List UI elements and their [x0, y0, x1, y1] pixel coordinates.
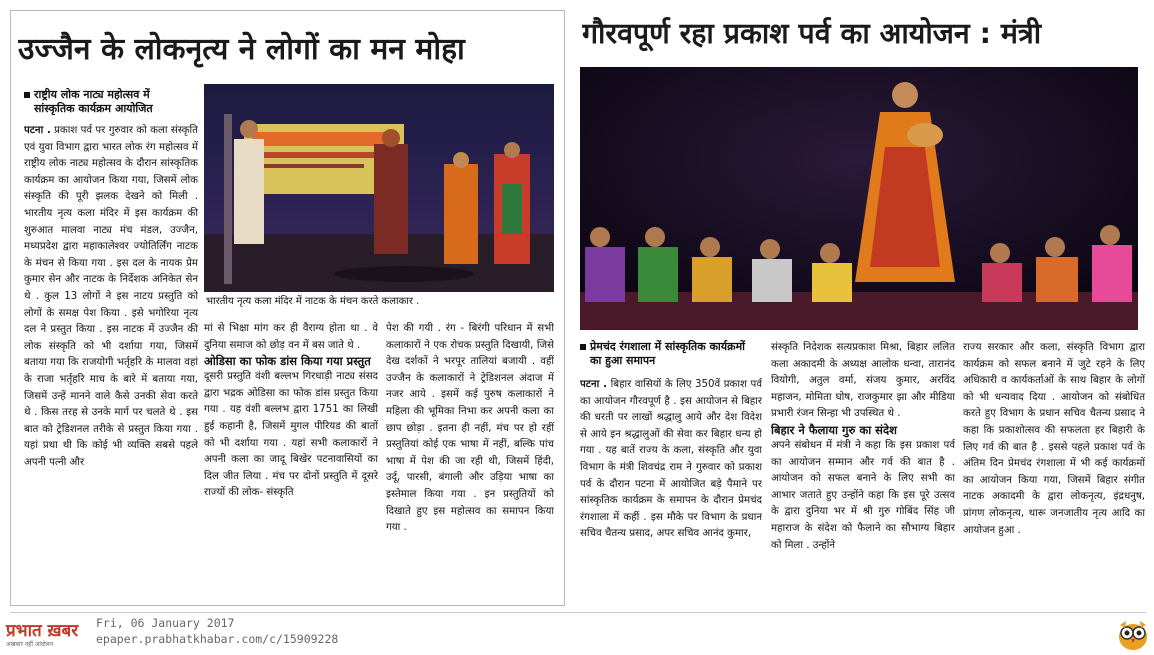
brand-logo-tagline: अखबार नहीं आंदोलन	[6, 641, 54, 648]
story-right-col2a-text: संस्कृति निदेशक सत्यप्रकाश मिश्रा, बिहार ललित कला अकादमी के अध्यक्ष आलोक धन्वा, तारानंद वियोगी, अतुल वर्मा, संजय कुमार, अरविंद महाजन, मोमिता घोष, राजकुमार झा और मीडिया प्रभारी रंजन सिन्हा भी उपस्थित थे .	[771, 342, 955, 420]
story-left-col2a-text: मां से भिक्षा मांग कर ही वैराग्य होता था . वे दुनिया समाज को छोड़ वन में बस जाते थे .	[204, 323, 378, 351]
story-right-column-2	[771, 340, 955, 606]
footer-divider	[10, 612, 1146, 613]
story-left-column-1	[24, 123, 198, 593]
kicker-bullet-icon	[24, 92, 30, 98]
story-right-col1-text: बिहार वासियों के लिए 350वें प्रकाश पर्व का आयोजन गौरवपूर्ण है . इस आयोजन से बिहार की धरती पर लाखों श्रद्धालु आये और देश विदेश से आये इन श्रद्धालुओं की सेवा कर बिहार धन्य हो गया . यह बातें राज्य के कला, संस्कृति और युवा विभाग के मंत्री शिवचंद्र राम ने गुरुवार को प्रकाश पर्व के दौरान पटना में आयोजित बड़े पैमाने पर सांस्कृतिक कार्यक्रम के समापन के दौरान प्रेमचंद रंगशाला में कहीं . इस मौके पर विभाग के प्रधान सचिव चैतन्य प्रसाद, अपर सचिव आनंद कुमार,	[580, 379, 762, 540]
story-left-subhead: ओडिसा का फोक डांस किया गया प्रस्तुत	[204, 354, 371, 369]
story-right-subhead: बिहार ने फैलाया गुरु का संदेश	[771, 422, 897, 437]
story-left-col3-text: पेश की गयी . रंग - बिरंगी परिधान में सभी कलाकारों ने एक रोचक प्रस्तुति दिखायी, जिसे देख दर्शकों ने भरपूर तालियां बजायी . वहीं उज्जैन के कलाकारों ने ट्रेडिशनल अंदाज में नजर आये . इसमें कई पुरुष कलाकारों ने महिला की भूमिका निभा कर अपनी कला का छाप छोड़ा . इतना ही नहीं, मंच पर हो रहीं प्रस्तुतियां कोई एक भाषा में नहीं, बल्कि पांच भाषा में पेश की जा रही थी, जिसमें हिंदी, उर्दू, पारसी, बंगाली और उड़िया भाषा का इस्तेमाल किया गया . इन प्रस्तुतियों को दिखाते हुए इस महोत्सव का समापन किया गया .	[386, 323, 554, 534]
story-right-headline: गौरवपूर्ण रहा प्रकाश पर्व का आयोजन : मंत्री	[582, 17, 1042, 50]
story-left-kicker-text: राष्ट्रीय लोक नाट्य महोत्सव में सांस्कृतिक कार्यक्रम आयोजित	[34, 88, 153, 115]
story-right-col3-text: राज्य सरकार और कला, संस्कृति विभाग द्वारा कार्यक्रम को सफल बनाने में जुटे रहने के लिए अधिकारी व कार्यकर्ताओं के साथ बिहार के लोगों को भी धन्यवाद दिया . आयोजन को संबोधित करते हुए विभाग के प्रधान सचिव चैतन्य प्रसाद ने कहा कि प्रकाशोत्सव की सफलता हर बिहारी के लिए गर्व की बात है . इससे पहले प्रकाश पर्व के अंतिम दिन प्रेमचंद रंगशाला में भी कई कार्यक्रमों का आयोजन किया गया, जिसमें बिहार संगीत नाटक अकादमी के द्वारा लोकनृत्य, इंद्रधनुष, प्रांगण लोकनृत्य, थारू जनजातीय नृत्य आदि का आयोजन हुआ .	[963, 342, 1145, 536]
story-right-col2b-text: अपने संबोधन में मंत्री ने कहा कि इस प्रकाश पर्व का आयोजन सम्मान और गर्व की बात है . आयोजन को सफल बनाने के लिए सभी का आभार जताते हुए उन्होंने कहा कि इस पूरे उत्सव के द्वारा दुनिया भर में श्री गुरु गोबिंद सिंह जी महाराज के संदेश को फैलाने का सौभाग्य बिहार को मिला . उन्होंने	[771, 439, 955, 551]
brand-logo	[6, 622, 94, 650]
stage-drama-photo	[204, 84, 554, 292]
story-left-dateline: पटना .	[24, 125, 51, 136]
story-right-photo	[580, 67, 1138, 330]
dance-performance-photo	[580, 67, 1138, 330]
epaper-url[interactable]: epaper.prabhatkhabar.com/c/15909228	[96, 632, 339, 646]
story-right-kicker	[580, 340, 760, 372]
story-left-col1-text: प्रकाश पर्व पर गुरुवार को कला संस्कृति एवं युवा विभाग द्वारा भारत लोक रंग महोत्सव में राष्ट्रीय लोक नाट्य महोत्सव के दौरान सांस्कृतिक कार्यक्रम का आयोजन किया गया, जिसमें लोक संस्कृति की पूरी झलक देखने को मिली . भारतीय नृत्य कला मंदिर में इस कार्यक्रम की शुरुआत मालवा नाट्य मंच मंडल, उज्जैन, मध्यप्रदेश द्वारा महाकालेश्वर ज्योतिर्लिंग नाटक के मंचन से किया गया . इस दल के नायक प्रेम कुमार सेन और नाटक के निर्देशक अनिकेत सेन थे . कुल 13 लोगों ने इस नाटय प्रस्तुति को लोगों के समक्ष पेश किया . इसे भगोरिया नृत्य दल ने प्रस्तुत किया . इस नाटक में उज्जैन की लोक संस्कृति को भी दर्शाया गया, जिसमें बताया गया कि राजयोगी भर्तृहरि के मालवा वहां के राजा भर्तृहरि माच के बारे में बताया गया, जिसमें उन्हें मानने वाले कैसे उनकी सेवा करते थे . किस तरह से उनके मार्ग पर चलते थे . इस बात को ट्रेडिशनल तरीके से प्रस्तुत किया गया . यहां प्रथा थी कि कोई भी व्यक्ति सबसे पहले अपनी पत्नी और	[24, 125, 198, 468]
owl-mascot-icon	[1116, 617, 1150, 651]
story-right-column-3	[963, 340, 1145, 606]
story-left-kicker	[24, 88, 194, 120]
story-left-col2b-text: दूसरी प्रस्तुति वंशी बल्लभ गिरधाड़ी नाट्य संसद द्वारा भद्रक ओडिसा का फोक डांस प्रस्तुत किया गया . यह वंशी बल्लभ द्वारा 1751 का लिखी हुई कहानी है, जिसमें मुगल पीरियड की बातों को भी दर्शाया गया . यहां सभी कलाकारों ने अपनी कला का जादू बिखेर पटनावासियों का दिल जीत लिया . मंच पर दोनों प्रस्तुति में दूसरे राज्यों की लोक- संस्कृति	[204, 371, 378, 499]
story-left-column-2	[204, 321, 378, 593]
edition-date: Fri, 06 January 2017	[96, 616, 235, 630]
kicker-bullet-icon	[580, 344, 586, 350]
brand-logo-name: प्रभात ख़बर	[6, 621, 79, 641]
story-left-photo	[204, 84, 554, 292]
story-right-dateline: पटना .	[580, 379, 607, 390]
story-right-column-1	[580, 377, 762, 606]
story-left-photo-caption: भारतीय नृत्य कला मंदिर में नाटक के मंचन करते कलाकार .	[206, 296, 420, 307]
story-left-column-3	[386, 321, 554, 593]
story-left-headline: उज्जैन के लोकनृत्य ने लोगों का मन मोहा	[18, 32, 465, 67]
story-right-kicker-text: प्रेमचंद रंगशाला में सांस्कृतिक कार्यक्रमों का हुआ समापन	[590, 340, 746, 367]
